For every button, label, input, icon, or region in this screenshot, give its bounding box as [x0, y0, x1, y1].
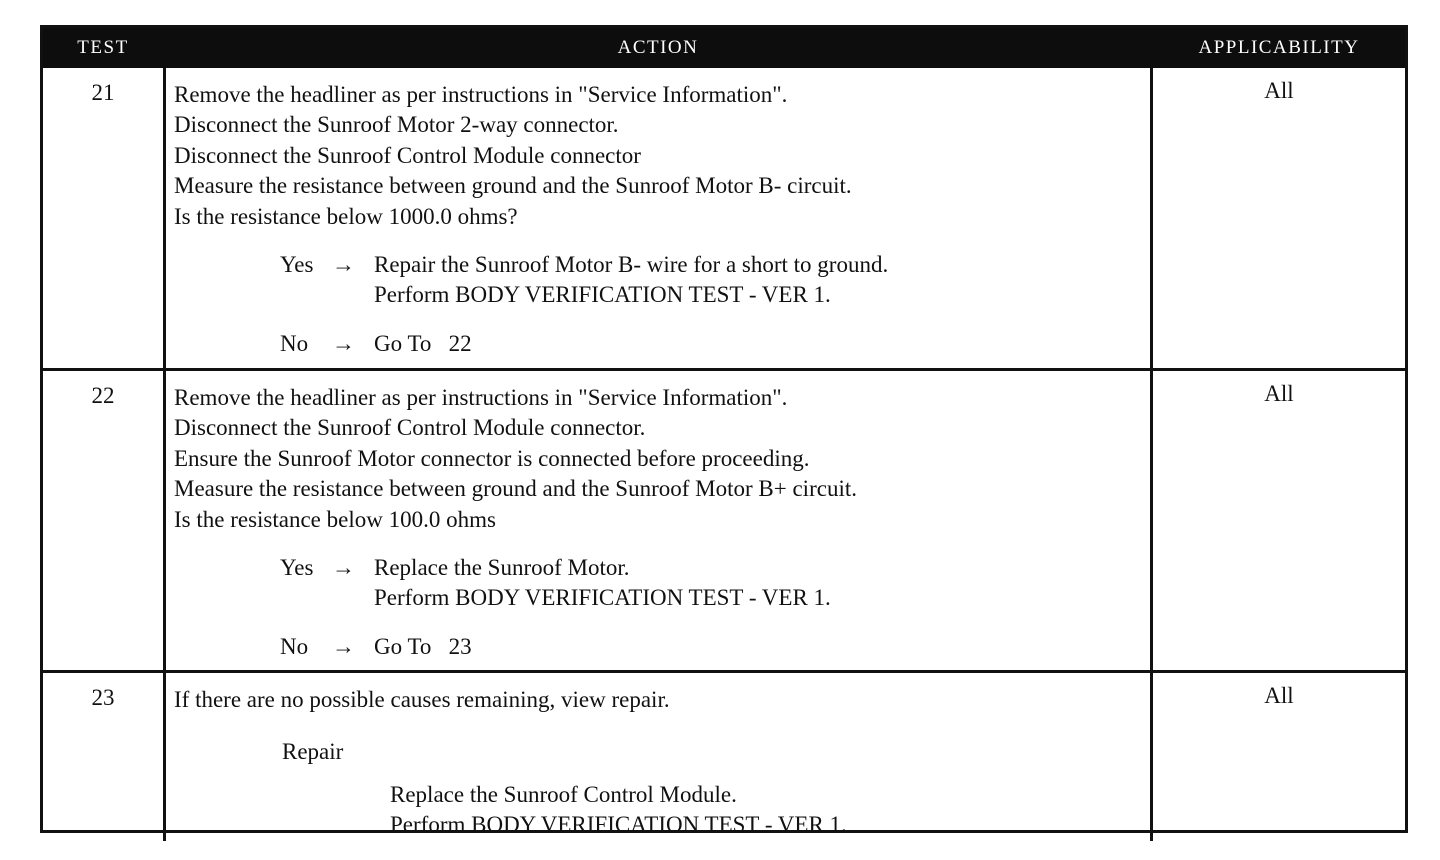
action-line: Ensure the Sunroof Motor connector is connected before proceeding. [174, 445, 810, 471]
table-row [43, 670, 1405, 838]
diagnostic-table [40, 25, 1408, 838]
right-arrow-icon: → [332, 555, 355, 581]
test-number: 21 [91, 80, 115, 105]
table-row [43, 68, 1405, 368]
repair-line: Replace the Sunroof Control Module. [390, 781, 737, 807]
table-header [43, 28, 1405, 68]
yes-action-line: Perform BODY VERIFICATION TEST - VER 1. [374, 282, 831, 308]
action-line: Disconnect the Sunroof Control Module connector [174, 142, 641, 168]
table-row [43, 368, 1405, 670]
action-line: Disconnect the Sunroof Motor 2-way connector. [174, 112, 619, 138]
header-action: ACTION [617, 37, 699, 58]
yes-label: Yes [280, 555, 314, 581]
action-line: If there are no possible causes remaining, view repair. [174, 687, 670, 712]
goto-text: Go To 22 [374, 330, 472, 356]
applicability-cell: All [1264, 381, 1294, 406]
action-line: Measure the resistance between ground and the Sunroof Motor B- circuit. [174, 173, 852, 199]
no-label: No [280, 330, 309, 356]
action-cell [163, 371, 1153, 670]
action-line: Is the resistance below 1000.0 ohms? [174, 203, 518, 229]
right-arrow-icon: → [332, 252, 355, 278]
no-label: No [280, 633, 309, 659]
action-line: Measure the resistance between ground and the Sunroof Motor B+ circuit. [174, 476, 857, 502]
right-arrow-icon: → [332, 633, 355, 659]
action-line: Disconnect the Sunroof Control Module connector. [174, 415, 646, 441]
yes-action-line: Replace the Sunroof Motor. [374, 555, 630, 581]
action-line: Remove the headliner as per instructions in "Service Information". [174, 82, 788, 107]
test-number: 22 [91, 383, 115, 408]
repair-line: Perform BODY VERIFICATION TEST - VER 1. [390, 812, 847, 838]
goto-text: Go To 23 [374, 633, 472, 659]
header-test: TEST [77, 37, 129, 58]
action-cell [163, 68, 1153, 368]
action-cell [163, 673, 1153, 841]
yes-label: Yes [280, 252, 314, 278]
applicability-cell: All [1264, 78, 1294, 103]
yes-action-line: Repair the Sunroof Motor B- wire for a short to ground. [374, 252, 889, 278]
yes-result [280, 250, 1150, 311]
repair-body [390, 780, 1150, 841]
test-number: 23 [91, 685, 115, 710]
repair-label: Repair [282, 739, 344, 765]
header-applicability: APPLICABILITY [1198, 37, 1360, 58]
yes-result [280, 553, 1150, 614]
no-result [280, 632, 1150, 662]
applicability-cell: All [1264, 683, 1294, 708]
action-line: Remove the headliner as per instructions in "Service Information". [174, 385, 788, 410]
yes-action-line: Perform BODY VERIFICATION TEST - VER 1. [374, 585, 831, 611]
action-line: Is the resistance below 100.0 ohms [174, 506, 496, 532]
no-result [280, 329, 1150, 359]
right-arrow-icon: → [332, 330, 355, 356]
